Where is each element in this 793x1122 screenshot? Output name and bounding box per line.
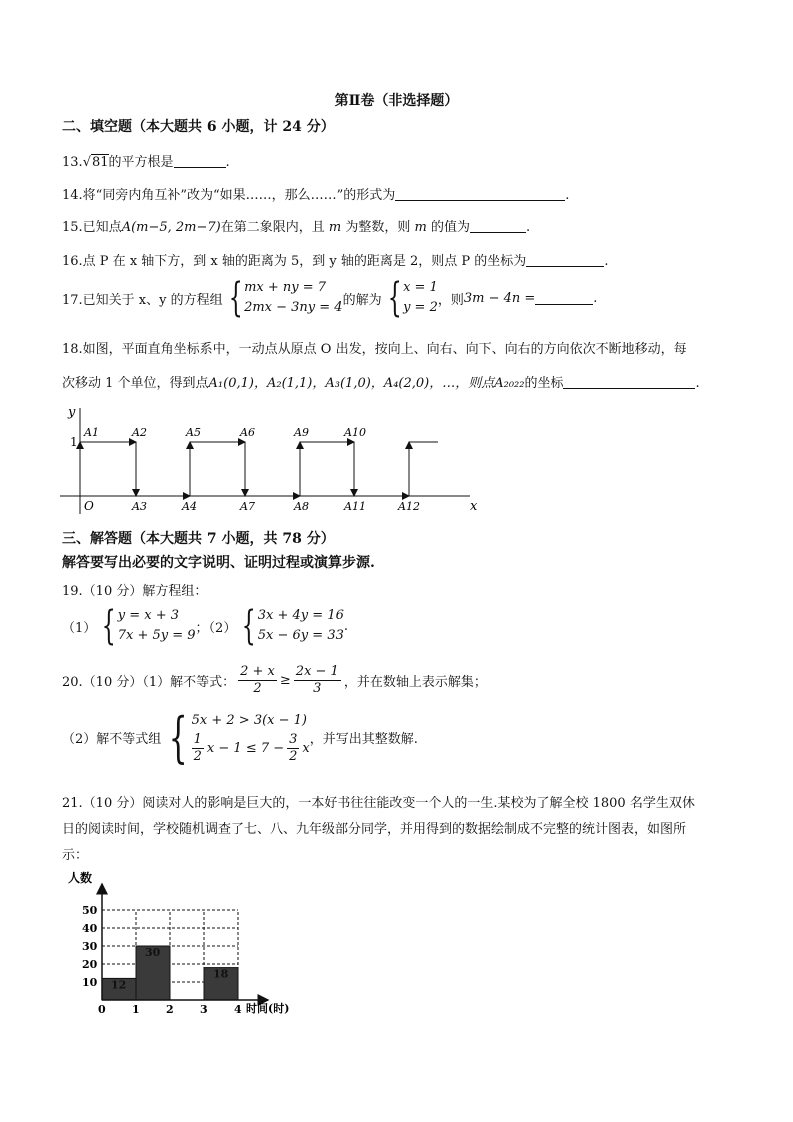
- question-18-line-2: 次移动 1 个单位，得到点A₁(0,1)，A₂(1,1)，A₃(1,0)，A₄(2,0)，…，则点A₂₀₂₂的坐标 .: [62, 376, 700, 391]
- equation-system: { mx + ny = 7 2mx − 3ny = 4: [228, 275, 343, 321]
- y-axis-label: y: [68, 405, 76, 420]
- y-tick-label: 30: [82, 940, 98, 953]
- y-tick-label: 10: [82, 976, 98, 989]
- question-19-systems: （1） { y = x + 3 7x + 5y = 9 ；（2） { 3x + 4y = 16 5x − 6y = 33 .: [62, 603, 348, 649]
- question-20-part-2: （2）解不等式组 { 5x + 2 > 3(x − 1) $\frac{1}{2}$ x − 1 ≤ 7 − $\frac{3}{2}$ x ，并写出其整数解.: [62, 705, 418, 769]
- label-a4: A4: [182, 500, 197, 513]
- label-a1: A1: [84, 426, 99, 439]
- label-a2: A2: [132, 426, 147, 439]
- x-axis-label: x: [470, 499, 478, 514]
- x-tick-label: 4: [234, 1003, 242, 1016]
- label-a5: A5: [186, 426, 201, 439]
- radicand: 81: [91, 155, 109, 170]
- q14-text: 14.将“同旁内角互补”改为“如果……，那么……”的形式为: [62, 188, 396, 203]
- label-a10: A10: [344, 426, 366, 439]
- x-tick-label: 0: [98, 1003, 106, 1016]
- answer-blank[interactable]: [174, 155, 226, 168]
- y-tick-label: 20: [82, 958, 98, 971]
- solution-system: { x = 1 y = 2: [387, 275, 438, 321]
- question-17: 17.已知关于 x、y 的方程组 { mx + ny = 7 2mx − 3ny = 4 的解为 { x = 1 y = 2 ，则 3m − 4n = .: [62, 275, 598, 321]
- fraction-right: $\frac{2x - 1}{3}$: [295, 664, 339, 696]
- y-tick-label: 40: [82, 922, 98, 935]
- q13-number: 13.: [62, 155, 83, 170]
- movement-figure: [60, 402, 490, 518]
- bar-value-label: 30: [145, 946, 161, 959]
- section-3-heading: 三、解答题（本大题共 7 小题，共 78 分）: [62, 531, 335, 547]
- section-3-note: 解答要写出必要的文字说明、证明过程或演算步源.: [62, 555, 375, 571]
- question-18-line-1: 18.如图，平面直角坐标系中，一动点从原点 O 出发，按向上、向右、向下、向右的方向依次不断地移动，每: [62, 342, 687, 357]
- y-tick-label: 50: [82, 904, 98, 917]
- chart-y-label: 人数: [68, 871, 93, 885]
- inequality-system: { 5x + 2 > 3(x − 1) $\frac{1}{2}$ x − 1 ≤ 7 − $\frac{3}{2}$ x: [169, 705, 310, 769]
- label-a6: A6: [240, 426, 255, 439]
- bar-value-label: 12: [111, 978, 127, 992]
- label-a8: A8: [294, 500, 309, 513]
- question-16: 16.点 P 在 x 轴下方，到 x 轴的距离为 5，到 y 轴的距离是 2，则点 P 的坐标为 .: [62, 254, 609, 269]
- section-2-heading: 二、填空题（本大题共 6 小题，计 24 分）: [62, 119, 335, 135]
- question-14: 14.将“同旁内角互补”改为“如果……，那么……”的形式为 .: [62, 188, 570, 203]
- fraction-left: $\frac{2 + x}{2}$: [240, 664, 275, 696]
- question-15: 15.已知点A(m−5, 2m−7)在第二象限内，且 m 为整数，则 m 的值为 .: [62, 220, 531, 235]
- question-21-line-3: 示：: [62, 848, 89, 863]
- label-a3: A3: [132, 500, 147, 513]
- bar-value-label: 18: [213, 967, 229, 981]
- label-a11: A11: [344, 500, 366, 513]
- system-2: { 3x + 4y = 16 5x − 6y = 33: [242, 603, 344, 649]
- label-a7: A7: [240, 500, 255, 513]
- part-title: 第Ⅱ卷（非选择题）: [334, 93, 459, 109]
- question-21-line-1: 21.（10 分）阅读对人的影响是巨大的，一本好书往往能改变一个人的一生.某校为了解全校 1800 名学生双休: [62, 796, 695, 811]
- answer-blank[interactable]: [563, 376, 695, 389]
- answer-blank[interactable]: [470, 220, 526, 233]
- origin-label: O: [84, 499, 94, 513]
- system-1: { y = x + 3 7x + 5y = 9: [102, 603, 196, 649]
- question-13: 13.√81的平方根是 .: [62, 155, 230, 170]
- question-21-line-2: 日的阅读时间，学校随机调查了七、八、九年级部分同学，并用得到的数据绘制成不完整的统计图表，如图所: [62, 822, 687, 837]
- x-tick-label: 3: [200, 1003, 208, 1016]
- label-a9: A9: [294, 426, 309, 439]
- question-19-title: 19.（10 分）解方程组：: [62, 584, 208, 599]
- q13-text: 的平方根是: [108, 155, 174, 170]
- reading-time-bar-chart: [60, 866, 320, 1016]
- question-20-part-1: 20.（10 分）（1）解不等式： $\frac{2 + x}{2}$ ≥ $\frac{2x - 1}{3}$ ，并在数轴上表示解集；: [62, 664, 487, 696]
- answer-blank[interactable]: [526, 254, 604, 267]
- x-tick-label: 2: [166, 1003, 174, 1016]
- answer-blank[interactable]: [395, 188, 565, 201]
- answer-blank[interactable]: [535, 292, 593, 305]
- sqrt-symbol: √: [82, 155, 91, 170]
- q16-text: 16.点 P 在 x 轴下方，到 x 轴的距离为 5，到 y 轴的距离是 2，则点 P 的坐标为: [62, 254, 527, 269]
- point-expression: A(m−5, 2m−7): [121, 220, 221, 235]
- label-a12: A12: [398, 500, 420, 513]
- tick-1-label: 1: [70, 435, 78, 449]
- chart-x-label: 时间(时): [246, 1002, 290, 1015]
- x-tick-label: 1: [132, 1003, 140, 1016]
